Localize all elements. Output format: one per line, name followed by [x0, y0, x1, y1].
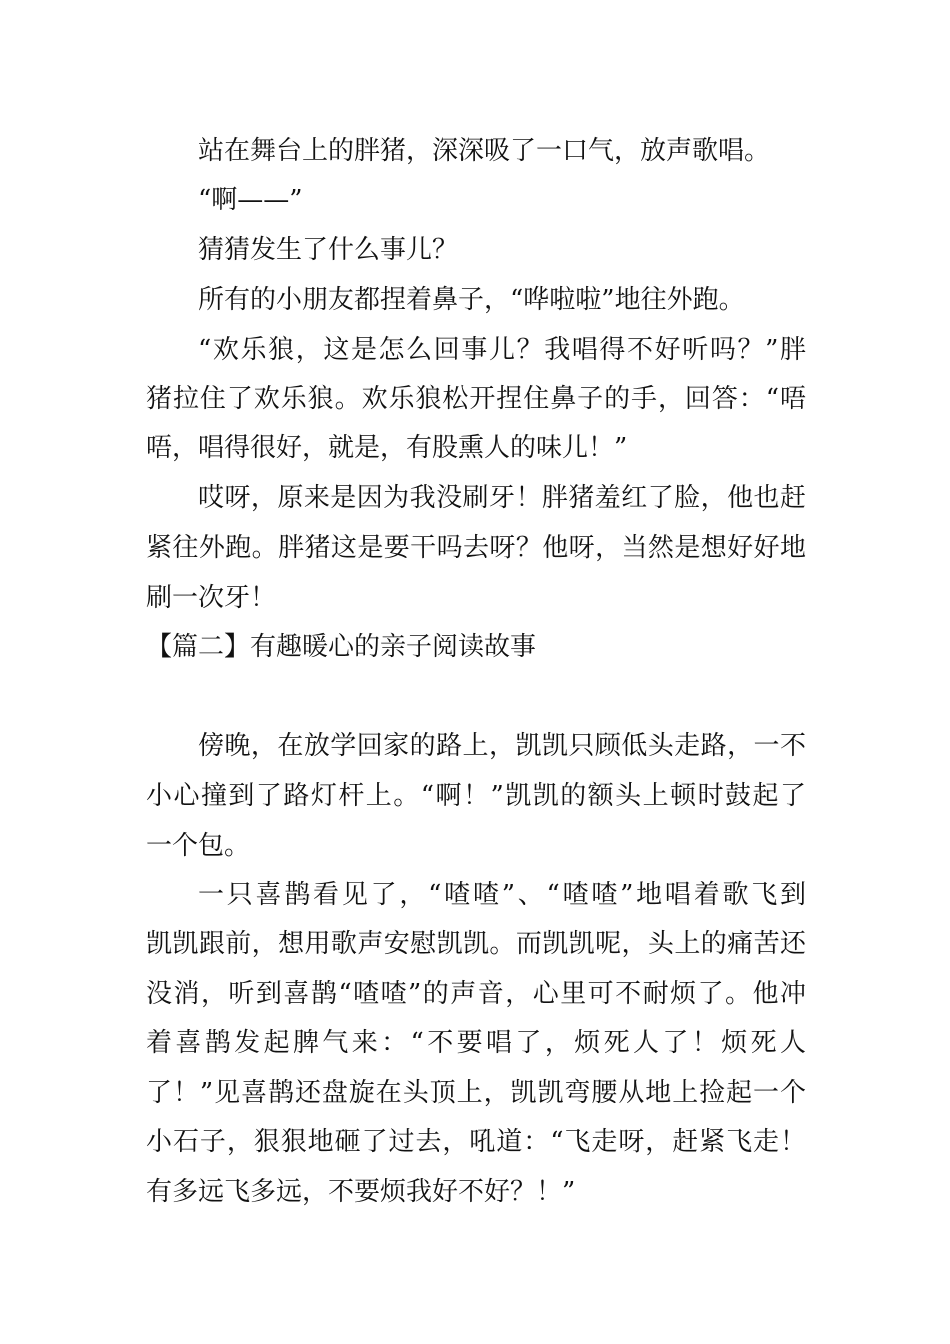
story1-line-8: 哎呀，原来是因为我没刷牙！胖猪羞红了脸，他也赶	[198, 483, 806, 513]
story2-line-2: 小心撞到了路灯杆上。“啊！”凯凯的额头上顿时鼓起了	[146, 781, 806, 811]
story2-line-10: 有多远飞多远，不要烦我好不好？！”	[146, 1177, 576, 1207]
story1-line-10: 刷一次牙！	[146, 583, 277, 613]
story2-line-4: 一只喜鹊看见了，“喳喳”、“喳喳”地唱着歌飞到	[198, 880, 806, 910]
story1-line-6: 猪拉住了欢乐狼。欢乐狼松开捏住鼻子的手，回答：“唔	[146, 384, 806, 414]
story2-line-1: 傍晚，在放学回家的路上，凯凯只顾低头走路，一不	[198, 731, 806, 761]
story1-line-5: “欢乐狼，这是怎么回事儿？我唱得不好听吗？”胖	[198, 335, 806, 365]
story1-line-1: 站在舞台上的胖猪，深深吸了一口气，放声歌唱。	[198, 136, 771, 166]
story2-line-8: 了！”见喜鹊还盘旋在头顶上，凯凯弯腰从地上捡起一个	[146, 1078, 806, 1108]
story2-line-6: 没消，听到喜鹊“喳喳”的声音，心里可不耐烦了。他冲	[146, 979, 806, 1009]
story1-line-2: “啊——”	[198, 185, 303, 215]
story2-line-7: 着喜鹊发起脾气来：“不要唱了，烦死人了！烦死人	[146, 1028, 806, 1058]
story1-line-4: 所有的小朋友都捏着鼻子，“哗啦啦”地往外跑。	[198, 285, 745, 315]
section-heading: 【篇二】有趣暖心的亲子阅读故事	[146, 632, 537, 662]
story1-line-7: 唔，唱得很好，就是，有股熏人的味儿！”	[146, 433, 628, 463]
story2-line-5: 凯凯跟前，想用歌声安慰凯凯。而凯凯呢，头上的痛苦还	[146, 929, 806, 959]
story2-line-9: 小石子，狠狠地砸了过去，吼道：“飞走呀，赶紧飞走！	[146, 1127, 806, 1157]
story1-line-9: 紧往外跑。胖猪这是要干吗去呀？他呀，当然是想好好地	[146, 533, 806, 563]
story2-line-3: 一个包。	[146, 831, 251, 861]
story1-line-3: 猜猜发生了什么事儿？	[198, 235, 459, 265]
